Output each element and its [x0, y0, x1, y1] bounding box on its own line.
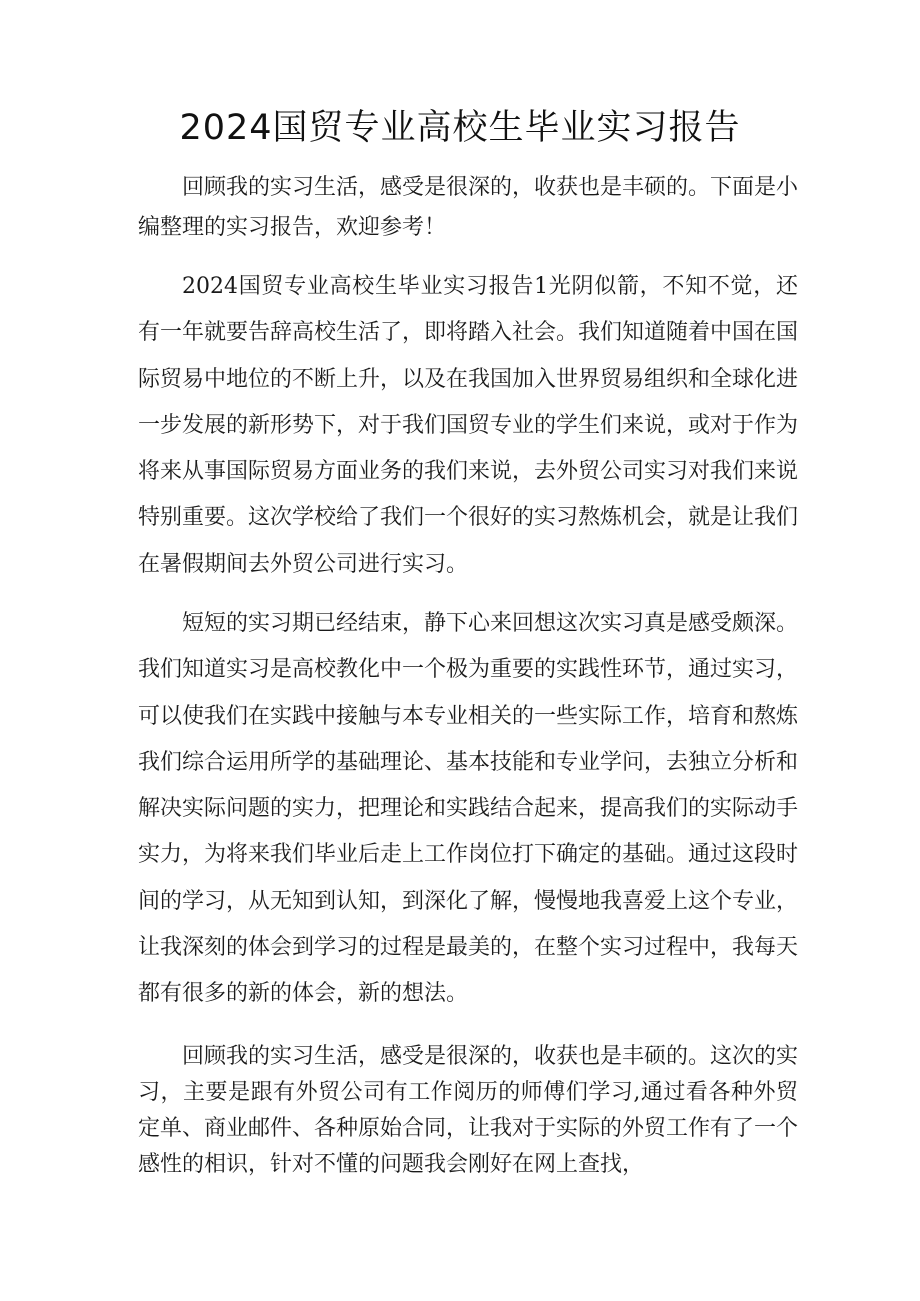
paragraph-intro: 回顾我的实习生活，感受是很深的，收获也是丰硕的。下面是小编整理的实习报告，欢迎参考！ — [138, 175, 799, 240]
paragraph-review: 回顾我的实习生活，感受是很深的，收获也是丰硕的。这次的实习，主要是跟有外贸公司有工作阅历的师傅们学习,通过看各种外贸定单、商业邮件、各种原始合同，让我对于实际的外贸工作有了一个感性的相识，针对不懂的问题我会刚好在网上查找， — [138, 1044, 799, 1177]
paragraph-report-1: 2024国贸专业高校生毕业实习报告1光阴似箭，不知不觉，还有一年就要告辞高校生活了，即将踏入社会。我们知道随着中国在国际贸易中地位的不断上升，以及在我国加入世界贸易组织和全球化进一步发展的新形势下，对于我们国贸专业的学生们来说，或对于作为将来从事国际贸易方面业务的我们来说，去外贸公司实习对我们来说特别重要。这次学校给了我们一个很好的实习熬炼机会，就是让我们在暑假期间去外贸公司进行实习。 — [138, 274, 799, 577]
document-title: 2024国贸专业高校生毕业实习报告 — [179, 108, 741, 148]
paragraph-reflection: 短短的实习期已经结束，静下心来回想这次实习真是感受颇深。我们知道实习是高校教化中一个极为重要的实践性环节，通过实习，可以使我们在实践中接触与本专业相关的一些实际工作，培育和熬炼我们综合运用所学的基础理论、基本技能和专业学问，去独立分析和解决实际问题的实力，把理论和实践结合起来，提高我们的实际动手实力，为将来我们毕业后走上工作岗位打下确定的基础。通过这段时间的学习，从无知到认知，到深化了解，慢慢地我喜爱上这个专业，让我深刻的体会到学习的过程是最美的，在整个实习过程中，我每天都有很多的新的体会，新的想法。 — [138, 611, 799, 1007]
